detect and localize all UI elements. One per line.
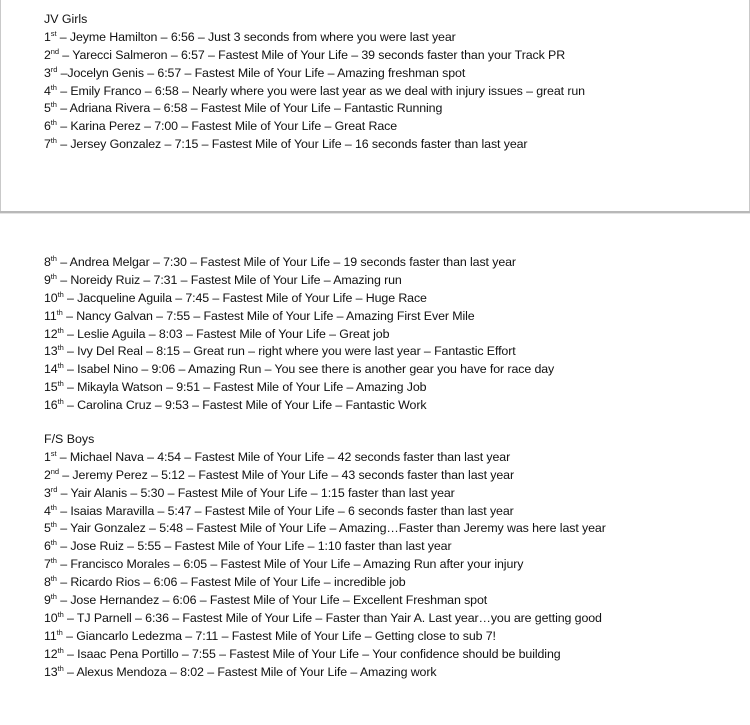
place-suffix: th [57, 361, 64, 371]
result-text: – Isaac Pena Portillo – 7:55 – Fastest Mile of Your Life – Your confidence should be building [63, 646, 561, 661]
section-heading: F/S Boys [44, 432, 95, 446]
place-suffix: th [50, 574, 57, 584]
place-suffix: th [50, 100, 57, 110]
result-row [44, 136, 585, 154]
place-suffix: th [57, 397, 64, 407]
result-text: – Ivy Del Real – 8:15 – Great run – right where you were last year – Fantastic Effort [63, 344, 516, 359]
result-row [44, 449, 606, 467]
result-text: – Giancarlo Ledezma – 7:11 – Fastest Mile of Your Life – Getting close to sub 7! [62, 628, 496, 643]
result-text: – Jose Hernandez – 6:06 – Fastest Mile of Your Life – Excellent Freshman spot [56, 593, 488, 608]
place-suffix: nd [50, 466, 59, 476]
page-one-left-edge [0, 0, 1, 211]
place-suffix: th [50, 520, 57, 530]
place-number: 12 [44, 646, 58, 661]
result-text: – Michael Nava – 4:54 – Fastest Mile of Your Life – 42 seconds faster than last year [56, 449, 511, 464]
result-text: – Carolina Cruz – 9:53 – Fastest Mile of Your Life – Fantastic Work [63, 398, 427, 413]
result-text: – Jersey Gonzalez – 7:15 – Fastest Mile of Your Life – 16 seconds faster than last year [56, 137, 528, 152]
result-row [44, 343, 554, 361]
place-number: 1 [44, 449, 51, 464]
place-suffix: th [50, 556, 57, 566]
place-number: 10 [44, 290, 58, 305]
place-number: 7 [44, 557, 51, 572]
place-suffix: st [50, 448, 57, 458]
result-text: –Jocelyn Genis – 6:57 – Fastest Mile of Your Life – Amazing freshman spot [57, 65, 466, 80]
place-number: 6 [44, 119, 51, 134]
results-list [44, 449, 606, 682]
page-divider-shadow [0, 213, 750, 214]
result-text: – Francisco Morales – 6:05 – Fastest Mile of Your Life – Amazing Run after your injury [56, 557, 524, 572]
place-number: 7 [44, 137, 51, 152]
result-row [44, 664, 606, 682]
place-suffix: nd [50, 46, 59, 56]
place-suffix: th [56, 627, 63, 637]
place-number: 8 [44, 255, 51, 269]
place-suffix: th [57, 645, 64, 655]
result-text: – Ricardo Rios – 6:06 – Fastest Mile of Your Life – incredible job [56, 575, 406, 590]
place-suffix: th [57, 379, 64, 389]
place-number: 1 [44, 29, 51, 44]
result-row [44, 118, 585, 136]
place-number: 12 [44, 326, 58, 341]
result-text: – Isaias Maravilla – 5:47 – Fastest Mile of Your Life – 6 seconds faster than last year [56, 503, 514, 518]
place-number: 2 [44, 467, 51, 482]
result-row [44, 538, 606, 556]
place-number: 5 [44, 101, 51, 116]
result-text: – Mikayla Watson – 9:51 – Fastest Mile of Your Life – Amazing Job [63, 380, 427, 395]
result-row [44, 520, 606, 538]
result-row [44, 556, 606, 574]
result-row [44, 397, 554, 415]
place-number: 3 [44, 485, 51, 500]
result-text: – Yair Gonzalez – 5:48 – Fastest Mile of Your Life – Amazing…Faster than Jeremy was here last year [56, 521, 606, 536]
result-text: – Alexus Mendoza – 8:02 – Fastest Mile of Your Life – Amazing work [63, 664, 437, 679]
place-suffix: th [50, 502, 57, 512]
result-row [44, 272, 554, 290]
result-row [44, 254, 554, 272]
result-row [44, 361, 554, 379]
place-suffix: th [57, 609, 64, 619]
place-number: 11 [44, 628, 57, 643]
result-row [44, 83, 585, 101]
result-row [44, 503, 606, 521]
result-text: – Jacqueline Aguila – 7:45 – Fastest Mile of Your Life – Huge Race [63, 290, 427, 305]
place-suffix: th [50, 254, 57, 263]
result-text: – Jeyme Hamilton – 6:56 – Just 3 seconds from where you were last year [56, 29, 456, 44]
result-text: – Nancy Galvan – 7:55 – Fastest Mile of Your Life – Amazing First Ever Mile [62, 308, 475, 323]
place-suffix: th [50, 118, 57, 128]
section-heading: JV Girls [44, 12, 88, 26]
place-suffix: th [57, 663, 64, 673]
results-list [44, 254, 554, 415]
result-row [44, 574, 606, 592]
place-number: 10 [44, 610, 58, 625]
place-number: 4 [44, 503, 51, 518]
result-text: – Isabel Nino – 9:06 – Amazing Run – You see there is another gear you have for race day [63, 362, 555, 377]
result-text: – Yair Alanis – 5:30 – Fastest Mile of Your Life – 1:15 faster than last year [57, 485, 455, 500]
result-text: – Jose Ruiz – 5:55 – Fastest Mile of Your Life – 1:10 faster than last year [56, 539, 452, 554]
result-text: – Emily Franco – 6:58 – Nearly where you were last year as we deal with injury issues – great run [56, 83, 585, 98]
place-number: 13 [44, 664, 58, 679]
place-number: 6 [44, 539, 51, 554]
result-text: – Andrea Melgar – 7:30 – Fastest Mile of Your Life – 19 seconds faster than last year [56, 255, 516, 269]
result-row [44, 29, 585, 47]
jv-girls-section [44, 11, 585, 154]
result-row [44, 290, 554, 308]
place-suffix: th [50, 592, 57, 602]
place-suffix: th [57, 343, 64, 353]
place-number: 4 [44, 83, 51, 98]
place-suffix: th [57, 325, 64, 335]
result-row [44, 610, 606, 628]
result-row [44, 308, 554, 326]
place-number: 16 [44, 398, 58, 413]
result-row [44, 65, 585, 83]
result-row [44, 485, 606, 503]
result-text: – Jeremy Perez – 5:12 – Fastest Mile of Your Life – 43 seconds faster than last year [58, 467, 514, 482]
place-number: 9 [44, 272, 51, 287]
result-row [44, 100, 585, 118]
result-text: – Yarecci Salmeron – 6:57 – Fastest Mile of Your Life – 39 seconds faster than your Track PR [58, 47, 566, 62]
result-text: – Adriana Rivera – 6:58 – Fastest Mile of Your Life – Fantastic Running [56, 101, 443, 116]
place-number: 13 [44, 344, 58, 359]
place-suffix: th [50, 538, 57, 548]
place-number: 14 [44, 362, 58, 377]
fs-boys-section [44, 431, 606, 681]
place-suffix: rd [50, 484, 58, 494]
place-suffix: rd [50, 64, 58, 74]
result-row [44, 467, 606, 485]
results-list [44, 29, 585, 154]
place-suffix: st [50, 28, 57, 38]
place-number: 8 [44, 575, 51, 590]
result-text: – Leslie Aguila – 8:03 – Fastest Mile of Your Life – Great job [63, 326, 390, 341]
place-number: 9 [44, 593, 51, 608]
place-number: 11 [44, 308, 57, 323]
result-text: – Karina Perez – 7:00 – Fastest Mile of Your Life – Great Race [56, 119, 398, 134]
place-number: 5 [44, 521, 51, 536]
place-suffix: th [50, 82, 57, 92]
place-number: 2 [44, 47, 51, 62]
result-text: – TJ Parnell – 6:36 – Fastest Mile of Your Life – Faster than Yair A. Last year…you are getting good [63, 610, 602, 625]
place-suffix: th [50, 271, 57, 281]
result-row [44, 47, 585, 65]
result-row [44, 628, 606, 646]
place-number: 3 [44, 65, 51, 80]
jv-girls-continued-section [44, 254, 554, 415]
place-number: 15 [44, 380, 58, 395]
result-row [44, 379, 554, 397]
place-suffix: th [57, 289, 64, 299]
result-row [44, 326, 554, 344]
place-suffix: th [56, 307, 63, 317]
result-text: – Noreidy Ruiz – 7:31 – Fastest Mile of Your Life – Amazing run [56, 272, 402, 287]
result-row [44, 646, 606, 664]
place-suffix: th [50, 136, 57, 146]
result-row [44, 592, 606, 610]
